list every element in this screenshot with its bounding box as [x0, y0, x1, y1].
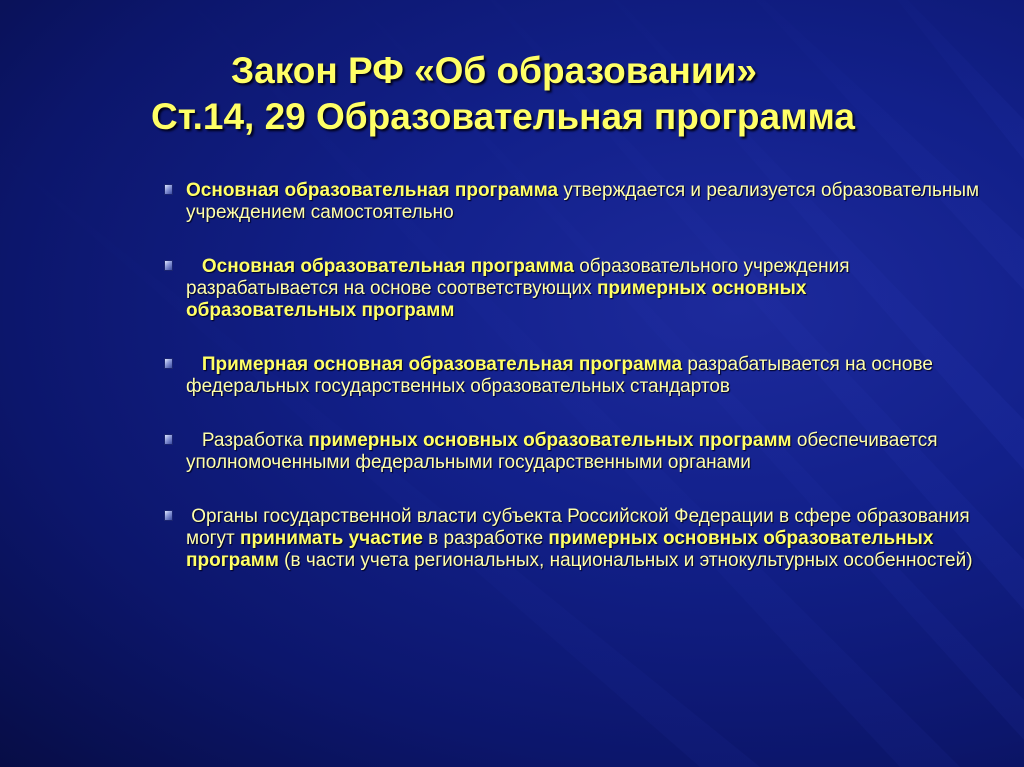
bullet-text-bold: Основная образовательная программа — [201, 256, 574, 277]
bullet-text-regular — [186, 354, 202, 375]
bullet-text — [186, 506, 975, 571]
bullet-text-bold: Основная образовательная программа — [186, 180, 559, 201]
bullet-text-regular — [186, 256, 202, 277]
slide-title-line2: Ст.14, 29 Образовательная программа — [151, 96, 855, 137]
bullet-text-regular: обеспечивается уполномоченными федеральными государственными органами — [186, 430, 943, 473]
bullet-marker-icon — [164, 260, 173, 271]
slide-title-line1: Закон РФ «Об образовании» — [231, 50, 757, 91]
bullet-text-regular: утверждается и реализуется образовательным учреждением самостоятельно — [186, 180, 980, 223]
bullet-text — [186, 430, 943, 473]
bullet-item — [160, 430, 980, 474]
bullet-text — [186, 256, 860, 321]
bullet-text-bold: принимать участие — [240, 528, 423, 549]
bullet-list — [160, 180, 980, 572]
bullet-text — [186, 180, 979, 223]
bullet-marker-icon — [164, 510, 173, 521]
bullet-text-regular: Разработка — [186, 430, 309, 451]
bullet-text — [186, 354, 938, 397]
bullet-item — [160, 354, 980, 398]
bullet-text-bold: примерных основных образовательных программ — [308, 430, 792, 451]
bullet-text-regular: в разработке — [422, 528, 549, 549]
bullet-item — [160, 506, 980, 572]
bullet-item — [160, 256, 980, 322]
bullet-text-bold: примерных основных образовательных программ — [186, 278, 812, 321]
bullet-item — [160, 180, 980, 224]
slide-title — [0, 48, 1024, 140]
bullet-text-regular: Органы государственной власти субъекта Российской Федерации в сфере образования могут — [186, 506, 975, 549]
bullet-text-regular: разрабатывается на основе федеральных государственных образовательных стандартов — [186, 354, 939, 397]
bullet-text-regular: (в части учета региональных, национальных и этнокультурных особенностей) — [278, 550, 973, 571]
bullet-marker-icon — [164, 358, 173, 369]
bullet-text-bold: Примерная основная образовательная программа — [201, 354, 683, 375]
bullet-text-bold: примерных основных образовательных программ — [186, 528, 939, 571]
bullet-text-regular: образовательного учреждения разрабатывается на основе соответствующих — [186, 256, 861, 299]
bullet-marker-icon — [164, 434, 173, 445]
bullet-marker-icon — [164, 184, 173, 195]
